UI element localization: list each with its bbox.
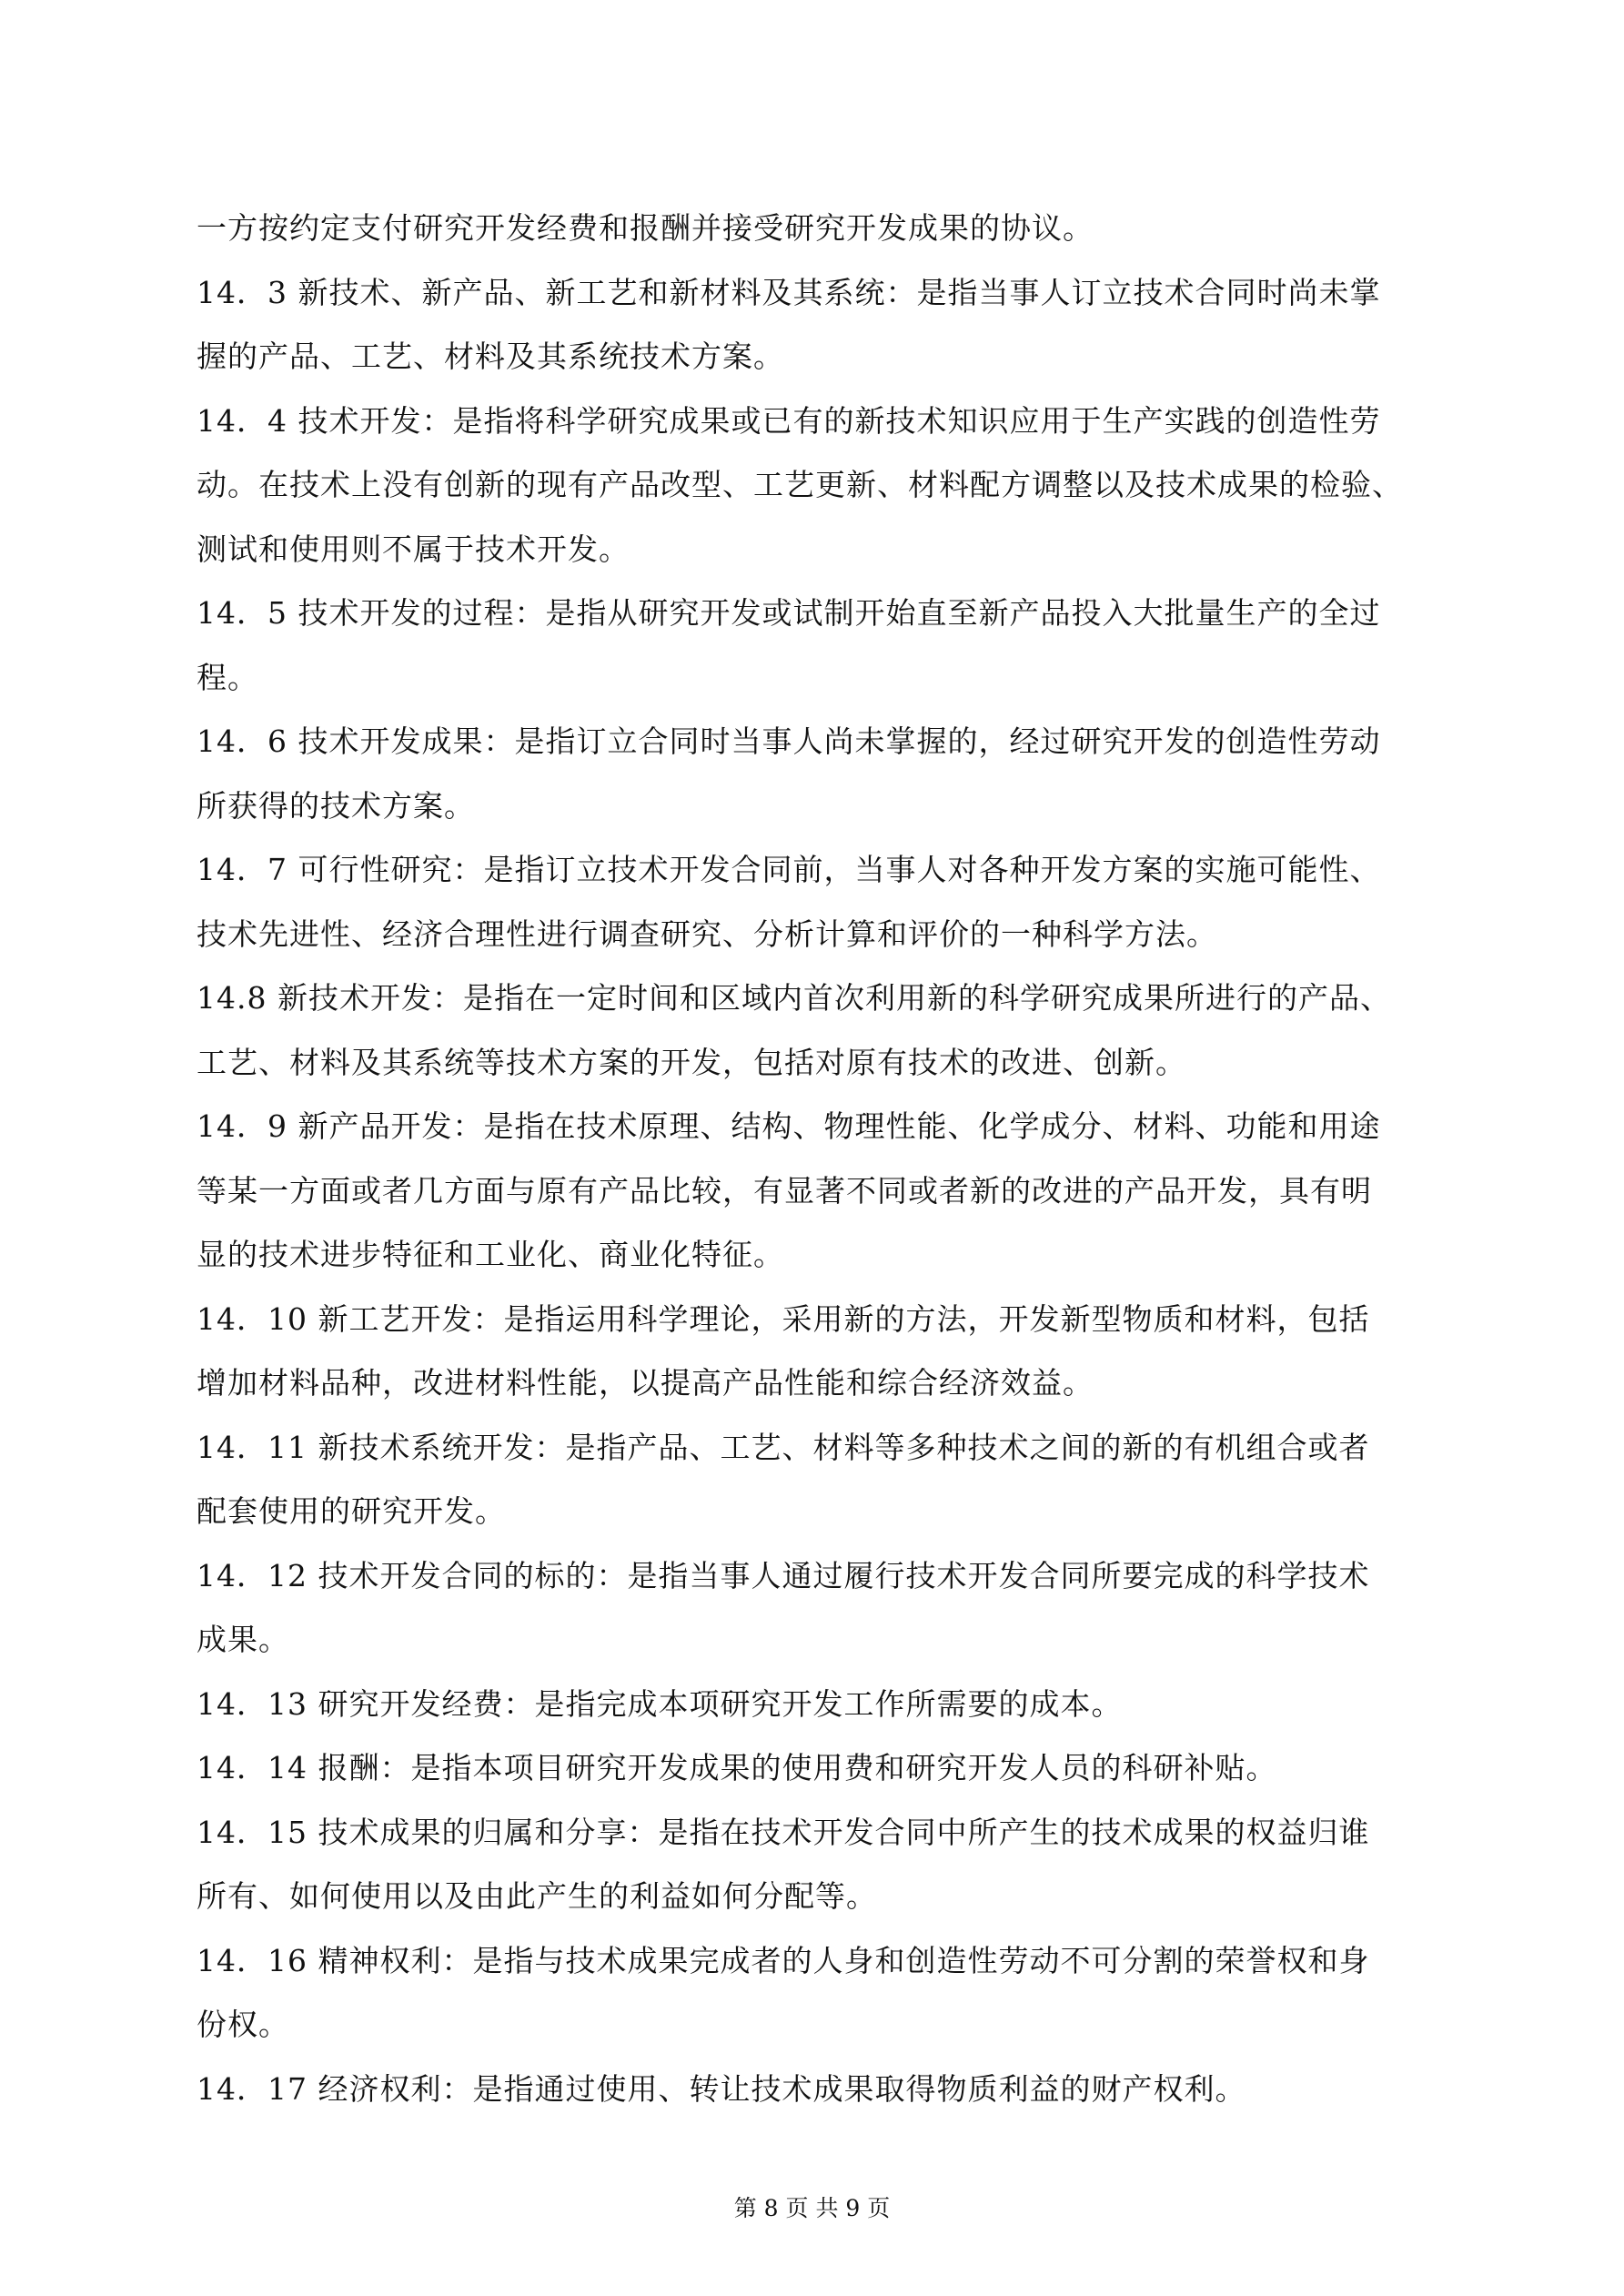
text-line: 14．5 技术开发的过程：是指从研究开发或试制开始直至新产品投入大批量生产的全过 [197, 595, 1381, 631]
text-line: 14．11 新技术系统开发：是指产品、工艺、材料等多种技术之间的新的有机组合或者 [197, 1429, 1370, 1465]
text-line: 增加材料品种，改进材料性能，以提高产品性能和综合经济效益。 [197, 1365, 1094, 1401]
text-line: 14．12 技术开发合同的标的：是指当事人通过履行技术开发合同所要完成的科学技术 [197, 1557, 1370, 1593]
text-line: 成果。 [197, 1622, 289, 1657]
text-line: 份权。 [197, 2007, 289, 2042]
text-line: 14．10 新工艺开发：是指运用科学理论，采用新的方法，开发新型物质和材料，包括 [197, 1300, 1370, 1337]
text-line: 14．15 技术成果的归属和分享：是指在技术开发合同中所产生的技术成果的权益归谁 [197, 1814, 1370, 1850]
text-line: 所有、如何使用以及由此产生的利益如何分配等。 [197, 1878, 877, 1914]
text-line: 14．3 新技术、新产品、新工艺和新材料及其系统：是指当事人订立技术合同时尚未掌 [197, 274, 1381, 310]
text-line: 14．17 经济权利：是指通过使用、转让技术成果取得物质利益的财产权利。 [197, 2070, 1246, 2107]
text-line: 14．6 技术开发成果：是指订立合同时当事人尚未掌握的，经过研究开发的创造性劳动 [197, 723, 1381, 759]
text-line: 14．7 可行性研究：是指订立技术开发合同前，当事人对各种开发方案的实施可能性、 [197, 852, 1381, 887]
text-line: 握的产品、工艺、材料及其系统技术方案。 [197, 339, 784, 374]
text-line: 配套使用的研究开发。 [197, 1493, 506, 1529]
text-line: 所获得的技术方案。 [197, 787, 475, 824]
text-line: 程。 [197, 659, 258, 695]
page-footer: 第 8 页 共 9 页 [733, 2195, 891, 2221]
text-line: 显的技术进步特征和工业化、商业化特征。 [197, 1237, 784, 1272]
text-line: 14．16 精神权利：是指与技术成果完成者的人身和创造性劳动不可分割的荣誉权和身 [197, 1942, 1370, 1978]
body-text [197, 197, 1443, 2121]
text-line: 14．4 技术开发：是指将科学研究成果或已有的新技术知识应用于生产实践的创造性劳 [197, 402, 1381, 439]
text-line: 动。在技术上没有创新的现有产品改型、工艺更新、材料配方调整以及技术成果的检验、 [197, 467, 1403, 502]
text-line: 等某一方面或者几方面与原有产品比较，有显著不同或者新的改进的产品开发，具有明 [197, 1172, 1372, 1209]
text-line: 技术先进性、经济合理性进行调查研究、分析计算和评价的一种科学方法。 [197, 915, 1217, 952]
text-line: 测试和使用则不属于技术开发。 [197, 531, 630, 567]
text-line: 14.8 新技术开发：是指在一定时间和区域内首次利用新的科学研究成果所进行的产品、 [197, 980, 1391, 1016]
text-line: 工艺、材料及其系统等技术方案的开发，包括对原有技术的改进、创新。 [197, 1044, 1186, 1080]
text-line: 14．9 新产品开发：是指在技术原理、结构、物理性能、化学成分、材料、功能和用途 [197, 1108, 1381, 1144]
text-line: 14．13 研究开发经费：是指完成本项研究开发工作所需要的成本。 [197, 1685, 1123, 1722]
text-line: 一方按约定支付研究开发经费和报酬并接受研究开发成果的协议。 [197, 210, 1094, 246]
text-line: 14．14 报酬：是指本项目研究开发成果的使用费和研究开发人员的科研补贴。 [197, 1750, 1277, 1785]
